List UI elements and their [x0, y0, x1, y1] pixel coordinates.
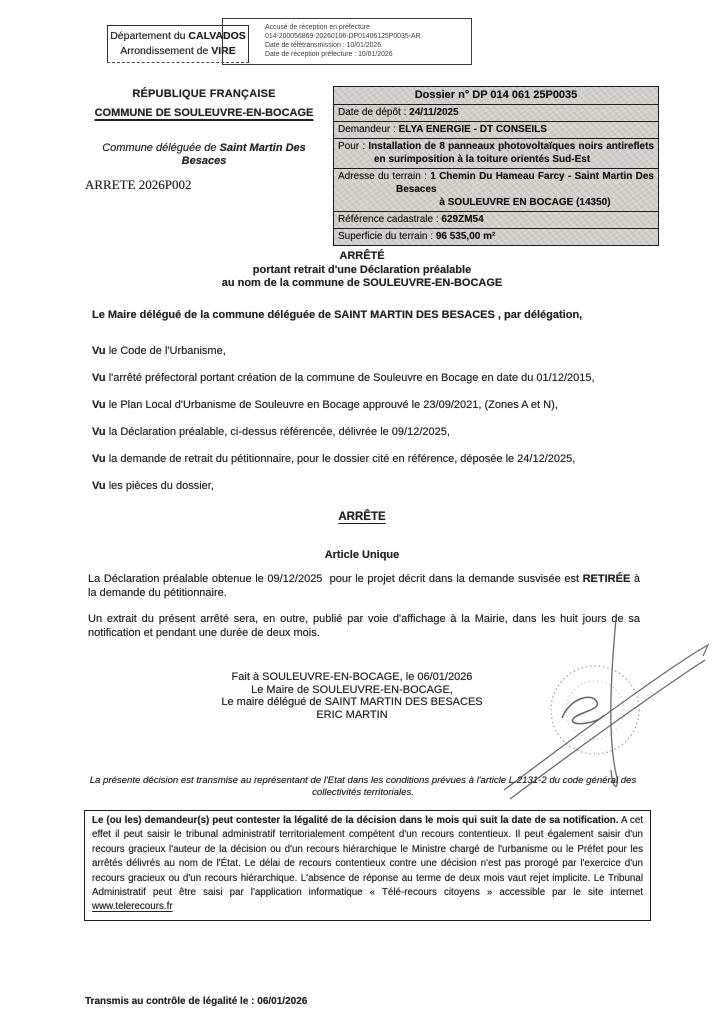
row-label: Adresse du terrain :: [338, 171, 427, 182]
signature-block: [170, 671, 534, 721]
stamp-line: Date de télétransmission : 10/01/2026: [265, 42, 382, 49]
arrondissement-name: VIRE: [211, 45, 236, 57]
article-paragraph-1: [88, 573, 640, 600]
table-row-adresse: [334, 168, 658, 211]
row-value: 96 535,00 m²: [435, 231, 496, 242]
vu-text: le Code de l'Urbanisme,: [105, 345, 226, 357]
row-label: Demandeur :: [338, 124, 396, 135]
signature-place-date: Fait à SOULEUVRE-EN-BOCAGE, le 06/01/2026: [231, 671, 473, 683]
arrete-reference: ARRETE 2026P002: [85, 177, 192, 192]
table-row-reference-cadastrale: [334, 211, 658, 228]
vu-clauses: [92, 346, 640, 508]
vu-prefix: Vu: [92, 372, 106, 384]
vu-text: le Plan Local d'Urbanisme de Souleuvre en Bocage approuvé le 23/09/2021, (Zones A et N),: [105, 399, 558, 411]
delegated-commune-name: Saint Martin Des Besaces: [181, 142, 306, 167]
title-line-3: au nom de la commune de SOULEUVRE-EN-BOCAGE: [221, 277, 503, 289]
row-value: Installation de 8 panneaux photovoltaïques noirs antireflets en surimposition à la toiture orientés Sud-Est: [368, 141, 655, 165]
vu-prefix: Vu: [92, 345, 106, 357]
retiree-emphasis: RETIRÉE: [582, 573, 631, 585]
signature-name: ERIC MARTIN: [316, 708, 388, 721]
delegated-commune-line: [92, 142, 317, 168]
row-label: Pour :: [338, 141, 366, 152]
row-label: Superficie du terrain :: [338, 231, 434, 242]
telerecours-url: www.telerecours.fr: [92, 901, 173, 913]
table-row-demandeur: [334, 121, 658, 138]
vu-prefix: Vu: [92, 426, 106, 438]
department-label: Département du: [110, 30, 189, 42]
prefecture-reception-stamp: [222, 18, 472, 65]
paragraph-text: La Déclaration préalable obtenue le 09/12/2025 pour le projet décrit dans la demande susvisée est: [88, 573, 583, 585]
row-value: ELYA ENERGIE - DT CONSEILS: [398, 124, 547, 135]
table-row-pour: [334, 138, 658, 168]
paragraph-text: à la demande du pétitionnaire.: [88, 573, 640, 599]
commune-title: COMMUNE DE SOULEUVRE-EN-BOCAGE: [94, 107, 314, 119]
stamp-line: Accusé de réception en préfecture: [265, 24, 370, 31]
vu-clause: [92, 346, 640, 357]
row-value-line2: [396, 196, 654, 209]
vu-text: la Déclaration préalable, ci-dessus référencée, délivrée le 09/12/2025,: [105, 426, 450, 438]
appeal-body-text: A cet effet il peut saisir le tribunal administratif territorialement compétent d'un recours contentieux. Il peut également saisir d'un recours gracieux l'auteur de la décision ou d'un recours hiérarchique le Ministre chargé de l'urbanisme ou le Préfet pour les arrêtés délivrés au nom de l'État. Le délai de recours contentieux contre une décision n'est pas prorogé par l'exercice d'un recours gracieux ou d'un recours hiérarchique. L'absence de réponse au terme de deux mois vaut rejet implicite. Le Tribunal Administratif peut être saisi par l'application informatique « Télé-recours citoyens » accessible par le site internet: [92, 815, 643, 899]
vu-clause: [92, 427, 640, 438]
department-line: [108, 29, 248, 44]
row-value: 1 Chemin Du Hameau Farcy - Saint Martin Des Besaces: [396, 171, 654, 195]
table-row-date-depot: [334, 104, 658, 121]
mayor-intro-line: Le Maire délégué de la commune déléguée de SAINT MARTIN DES BESACES , par délégation,: [92, 309, 583, 321]
vu-clause: [92, 481, 640, 492]
row-label: Référence cadastrale :: [338, 214, 439, 225]
dossier-number-header: Dossier n° DP 014 061 25P0035: [414, 89, 578, 101]
vu-text: la demande de retrait du pétitionnaire, pour le dossier cité en référence, déposée le 24/12/2025,: [105, 453, 576, 465]
republic-title: RÉPUBLIQUE FRANÇAISE: [132, 88, 276, 100]
signature-title-2: Le maire délégué de SAINT MARTIN DES BESACES: [221, 696, 483, 709]
appeal-rights-box: [84, 810, 651, 921]
arrondissement-line: [108, 44, 248, 59]
signature-title-1: Le Maire de SOULEUVRE-EN-BOCAGE,: [251, 683, 453, 696]
delegated-prefix: Commune déléguée de: [102, 142, 220, 154]
vu-clause: [92, 454, 640, 465]
stamp-line: 014-200056869-20260106-DP01406125P0035-AR: [265, 33, 421, 40]
vu-clause: [92, 373, 640, 384]
table-row-superficie: [334, 228, 658, 245]
title-line-1: ARRÊTÉ: [339, 250, 385, 262]
document-title: [0, 250, 724, 291]
article-unique-heading: Article Unique: [324, 549, 400, 561]
stamp-line: Date de réception préfecture : 10/01/2026: [265, 51, 393, 58]
legality-control-footer: Transmis au contrôle de légalité le : 06/01/2026: [85, 996, 308, 1007]
transmission-note: La présente décision est transmise au représentant de l'Etat dans les conditions prévues à l'article L.2131-2 du code général des collectivités territoriales.: [89, 775, 637, 798]
vu-prefix: Vu: [92, 453, 106, 465]
department-box: [107, 25, 249, 63]
vu-prefix: Vu: [92, 399, 106, 411]
row-label: Date de dépôt :: [338, 107, 407, 118]
row-value: 629ZM54: [441, 214, 484, 225]
vu-prefix: Vu: [92, 480, 106, 492]
department-name: CALVADOS: [188, 30, 246, 42]
article-paragraph-2: Un extrait du présent arrêté sera, en outre, publié par voie d'affichage à la Mairie, dans les huit jours de sa notification et pendant une durée de deux mois.: [88, 613, 640, 639]
row-value: 24/11/2025: [409, 107, 459, 118]
arrondissement-label: Arrondissement de: [120, 45, 212, 57]
header-left-column: [78, 88, 330, 193]
vu-text: l'arrêté préfectoral portant création de la commune de Souleuvre en Bocage en date du 01/12/2015,: [105, 372, 595, 384]
title-line-2: portant retrait d'une Déclaration préalable: [252, 263, 472, 276]
arrete-section-heading: ARRÊTE: [338, 511, 386, 523]
vu-text: les pièces du dossier,: [105, 480, 214, 492]
row-value: à SOULEUVRE EN BOCAGE (14350): [439, 197, 611, 208]
appeal-bold-intro: Le (ou les) demandeur(s) peut contester la légalité de la décision dans le mois qui suit la date de sa notification.: [92, 815, 619, 826]
dossier-table: [333, 86, 659, 246]
vu-clause: [92, 400, 640, 411]
